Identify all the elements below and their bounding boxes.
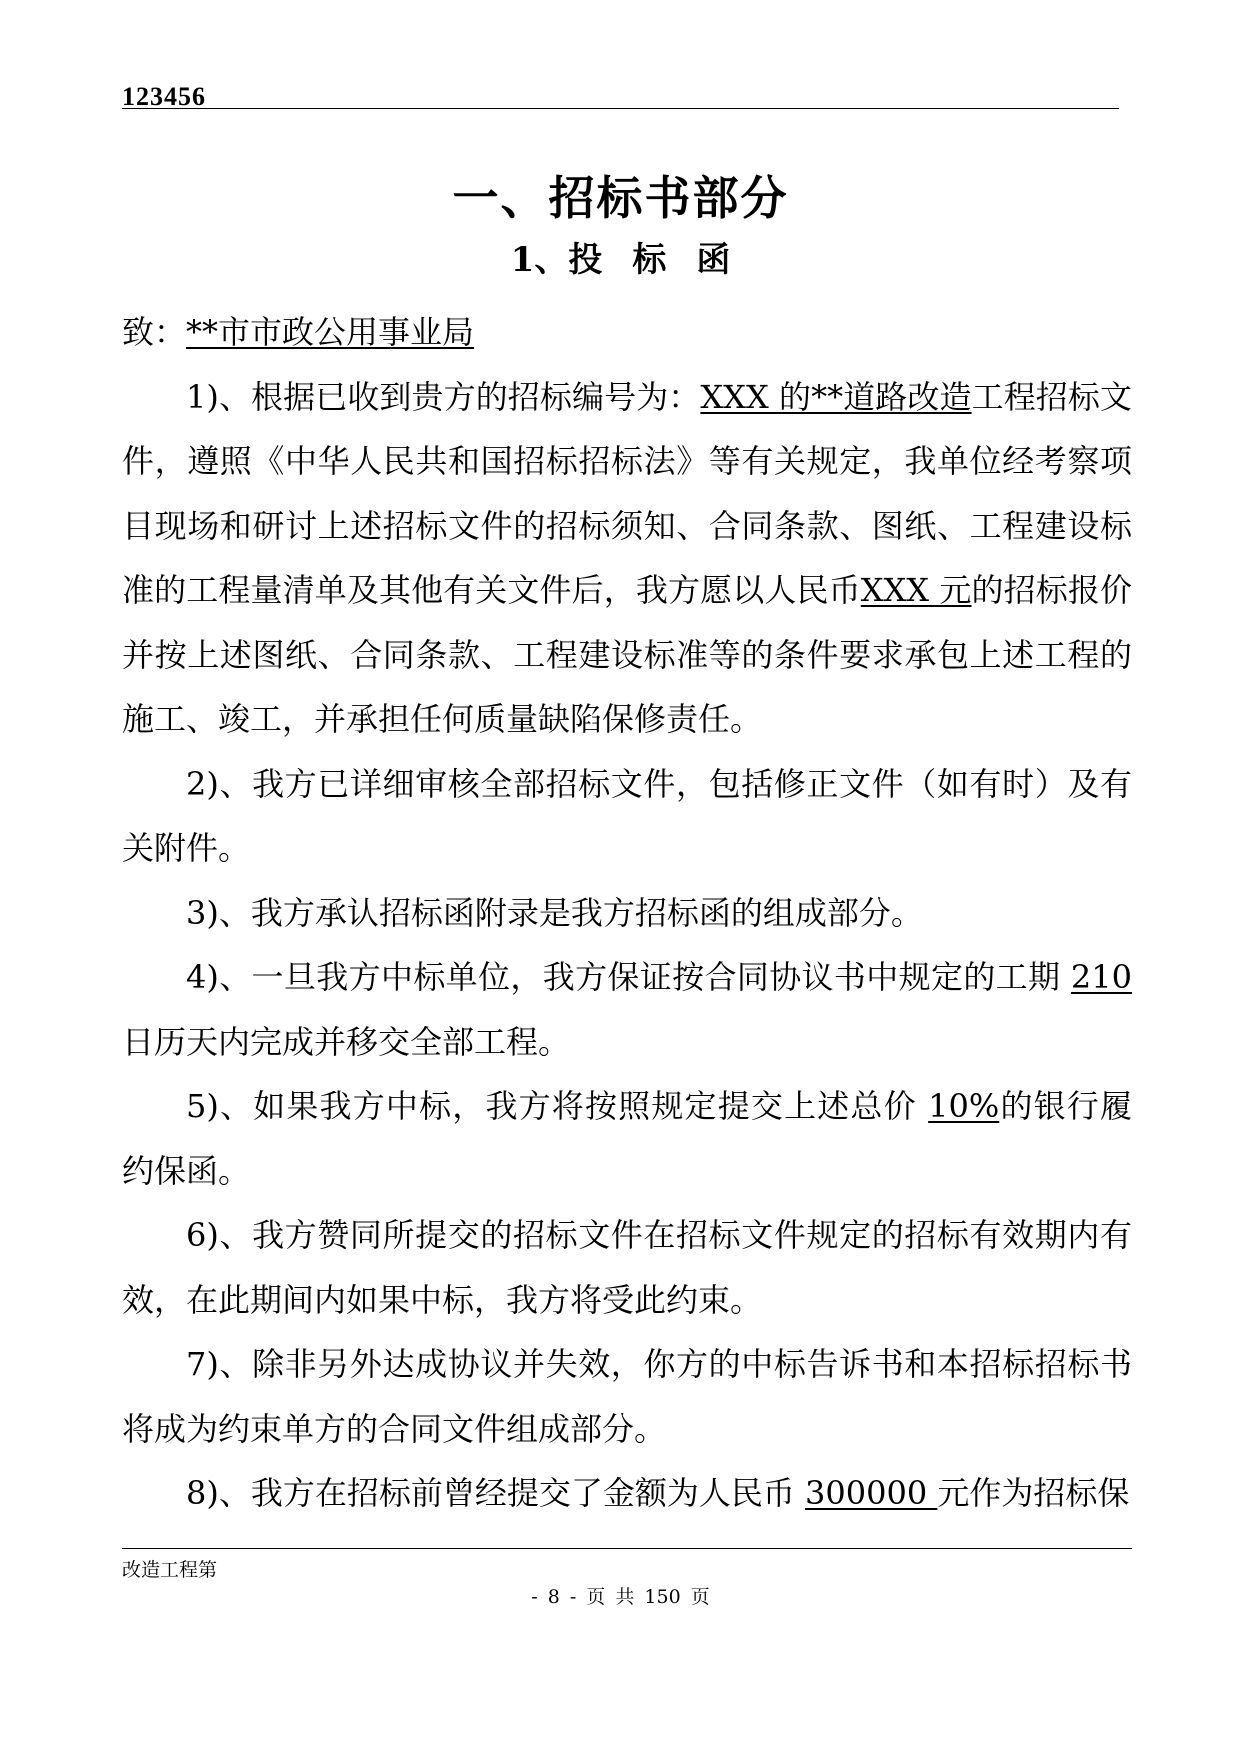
paragraph-1: 1)、根据已收到贵方的招标编号为：XXX 的**道路改造工程招标文件，遵照《中华人民共和国招标招标法》等有关规定，我单位经考察项目现场和研讨上述招标文件的招标须知、合同条款、图纸、工程建设标准的工程量清单及其他有关文件后，我方愿以人民币XXX 元的招标报价并按上述图纸、合同条款、工程建设标准等的条件要求承包上述工程的施工、竣工，并承担任何质量缺陷保修责任。 <box>122 377 1132 738</box>
performance-bond-rate: 10% <box>928 1087 1000 1125</box>
main-title: 一、招标书部分 <box>452 171 789 225</box>
footer-rule <box>122 1548 1132 1549</box>
paragraph-5: 5)、如果我方中标，我方将按照规定提交上述总价 10%的银行履约保函。 <box>122 1087 1132 1190</box>
footer-project-label: 改造工程第 <box>122 1559 218 1581</box>
sub-title-char: 函 <box>696 240 731 280</box>
addressee-prefix: 致： <box>122 313 187 351</box>
addressee-name: **市市政公用事业局 <box>186 313 475 351</box>
header-rule <box>122 108 1119 109</box>
sub-title <box>0 238 1241 282</box>
sub-title-number: 1、投 <box>510 240 603 280</box>
paragraph-4: 4)、一旦我方中标单位，我方保证按合同协议书中规定的工期 210日历天内完成并移交全部工程。 <box>122 958 1132 1061</box>
document-code: 123456 <box>122 82 206 111</box>
page-number: - 8 - 页 共 150 页 <box>531 1586 710 1608</box>
paragraph-6: 6)、我方赞同所提交的招标文件在招标文件规定的招标有效期内有效，在此期间内如果中标，我方将受此约束。 <box>122 1216 1132 1319</box>
paragraph-2: 2)、我方已详细审核全部招标文件，包括修正文件（如有时）及有关附件。 <box>122 764 1132 867</box>
bid-bond-amount: 300000 <box>805 1474 938 1512</box>
page-header <box>122 84 1119 110</box>
letter-body <box>122 300 1132 1526</box>
paragraph-7: 7)、除非另外达成协议并失效，你方的中标告诉书和本招标招标书将成为约束单方的合同文件组成部分。 <box>122 1345 1132 1448</box>
tender-price: XXX 元 <box>860 571 972 609</box>
paragraph-3: 3)、我方承认招标函附录是我方招标函的组成部分。 <box>186 893 923 932</box>
paragraph-8: 8)、我方在招标前曾经提交了金额为人民币 300000 元作为招标保 <box>186 1474 1130 1512</box>
sub-title-char: 标 <box>632 240 667 280</box>
construction-period: 210 <box>1070 958 1132 996</box>
addressee-line <box>122 300 1132 365</box>
tender-number: XXX 的**道路改造 <box>700 377 972 416</box>
